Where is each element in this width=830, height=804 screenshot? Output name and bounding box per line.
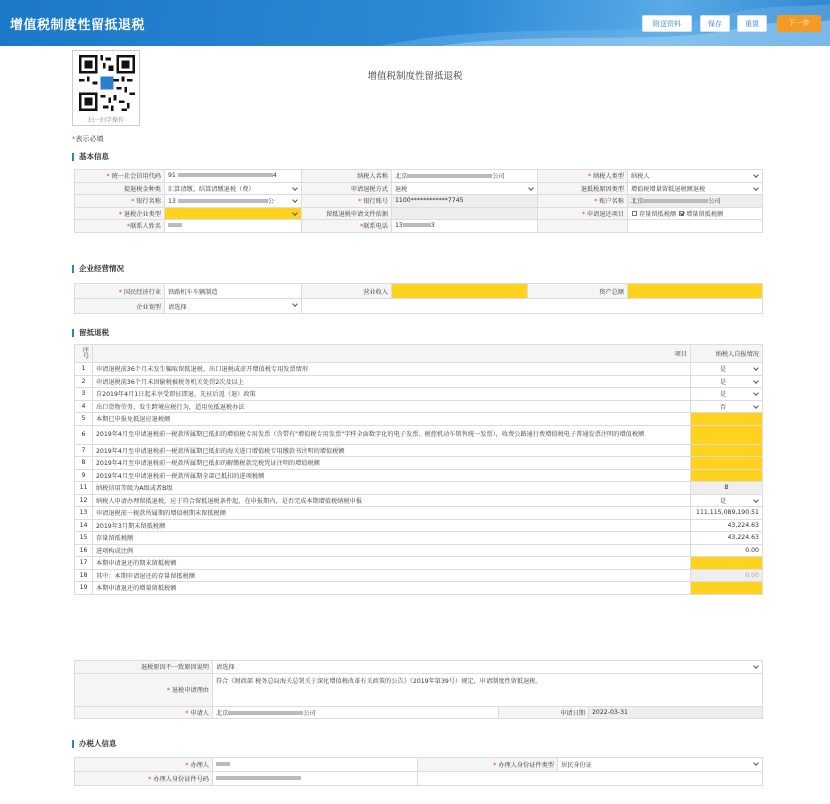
refund-row-no: 6 <box>75 425 93 444</box>
scale-select[interactable]: 请选择 <box>165 299 302 314</box>
refund-row-value[interactable]: 是 <box>691 375 763 388</box>
qr-code-card <box>72 50 140 126</box>
agent-id-no-field[interactable] <box>213 772 418 786</box>
attach-documents-button[interactable]: 附送资料 <box>642 15 692 32</box>
refund-row <box>75 413 763 426</box>
section-title-agent: 办税人信息 <box>72 740 117 748</box>
refund-row <box>75 363 763 376</box>
contact-phone-label: *联系电话 <box>302 220 392 233</box>
assets-label: 资产总额 <box>528 284 628 299</box>
required-star: * <box>72 135 76 143</box>
refund-footer-table <box>74 660 763 719</box>
refund-row <box>75 569 763 582</box>
save-button[interactable]: 保存 <box>700 15 730 32</box>
credit-code-field[interactable]: 91 4 <box>165 170 302 183</box>
refund-row-item: 2019年4月至申请退税前一税款所属期已抵扣的解缴税款完税凭证注明的增值税额 <box>93 457 691 470</box>
industry-field[interactable]: 铁路机车车辆制造 <box>165 284 302 299</box>
date-label: 申请日期 <box>499 706 589 719</box>
section-title-refund: 留抵退税 <box>72 329 109 337</box>
refund-row-value: 0.00 <box>691 544 763 557</box>
refund-row-no: 11 <box>75 482 93 495</box>
refund-row-value[interactable]: 是 <box>691 388 763 401</box>
refund-row-item: 本期申请退还的期末留抵税额 <box>93 557 691 570</box>
refund-row <box>75 557 763 570</box>
enterprise-type-select[interactable] <box>165 207 302 220</box>
refund-row-value: 43,224.63 <box>691 519 763 532</box>
required-note-text: 表示必填 <box>75 135 104 143</box>
qr-code-icon <box>79 55 135 111</box>
refund-row <box>75 532 763 545</box>
date-field: 2022-03-31 <box>589 706 763 719</box>
refund-row <box>75 469 763 482</box>
refund-row-no: 5 <box>75 413 93 426</box>
refund-row-item: 2019年3月期末留抵税额 <box>93 519 691 532</box>
refund-row-item: 申请退税前36个月未发生骗取留抵退税、出口退税或虚开增值税专用发票情形 <box>93 363 691 376</box>
revenue-label: 营业收入 <box>302 284 392 299</box>
header-no: 序号 <box>75 345 93 363</box>
refund-row-value[interactable]: 是 <box>691 494 763 507</box>
refund-item-options <box>628 207 763 220</box>
refund-reason-label: 退抵税原因类型 <box>538 182 628 195</box>
agent-field[interactable] <box>213 758 418 772</box>
refund-row <box>75 544 763 557</box>
account-name-label: * 账户名称 <box>538 195 628 208</box>
tax-category-select[interactable]: 汇算清缴、结算清缴退税（费） <box>165 182 302 195</box>
inconsistent-reason-select[interactable]: 请选择 <box>213 661 763 674</box>
file-basis-label: 留抵退税申请文件依据 <box>302 207 392 220</box>
refund-row-value[interactable]: 是 <box>691 363 763 376</box>
incremental-checkbox[interactable] <box>679 211 684 216</box>
taxpayer-name-field: 北京 公司 <box>392 170 538 183</box>
refund-row-item: 申请退税前一税款所属期的增值税期末留抵税额 <box>93 507 691 520</box>
refund-row-item: 申请退税前36个月未因偷税被税务机关处罚2次及以上 <box>93 375 691 388</box>
refund-row <box>75 457 763 470</box>
refund-row-no: 18 <box>75 569 93 582</box>
refund-method-select[interactable]: 退税 <box>392 182 538 195</box>
applicant-label: * 申请人 <box>75 706 213 719</box>
refund-table <box>74 344 763 595</box>
refund-row-item: 纳税信用等级为A级或者B级 <box>93 482 691 495</box>
header-value: 纳税人自报情况 <box>691 345 763 363</box>
refund-row <box>75 444 763 457</box>
business-table <box>74 283 763 314</box>
top-bar <box>0 0 830 46</box>
reason-label: * 退税申请理由 <box>75 673 213 706</box>
refund-row-no: 7 <box>75 444 93 457</box>
contact-phone-field[interactable]: 13 3 <box>392 220 538 233</box>
refund-row <box>75 425 763 444</box>
contact-name-label: *联系人姓名 <box>75 220 165 233</box>
bank-account-label: * 银行账号 <box>302 195 392 208</box>
refund-row-no: 17 <box>75 557 93 570</box>
refund-row <box>75 582 763 595</box>
assets-input[interactable] <box>628 284 763 299</box>
refund-row-value[interactable] <box>691 425 763 444</box>
refund-row-no: 13 <box>75 507 93 520</box>
refund-row-no: 15 <box>75 532 93 545</box>
bank-account-field: 1100************7745 <box>392 195 538 208</box>
refund-row <box>75 388 763 401</box>
refund-row-no: 4 <box>75 400 93 413</box>
refund-row-value: 0.00 <box>691 569 763 582</box>
refund-row <box>75 494 763 507</box>
industry-label: * 国民经济行业 <box>75 284 165 299</box>
refund-row-item: 2019年4月至申请退税前一税款所属期已抵扣的增值税专用发票（含带有"增值税专用发票"字样全面数字化的电子发票、税控机动车销售统一发票），收费公路通行费增值税电子普通发票注明的增值税额 <box>93 425 691 444</box>
next-step-button[interactable]: 下一步 <box>777 15 821 32</box>
scale-blank <box>302 299 763 314</box>
agent-id-type-select[interactable]: 居民身份证 <box>558 758 763 772</box>
contact-name-field[interactable] <box>165 220 302 233</box>
refund-row-no: 3 <box>75 388 93 401</box>
refund-row-value: 43,224.63 <box>691 532 763 545</box>
refund-row-value: 111,115,089,190.51 <box>691 507 763 520</box>
stock-checkbox[interactable] <box>632 211 637 216</box>
section-title-basic: 基本信息 <box>72 153 109 161</box>
refund-row-no: 19 <box>75 582 93 595</box>
refund-method-label: 申请退税方式 <box>302 182 392 195</box>
agent-table <box>74 757 763 786</box>
blank-cell <box>628 220 763 233</box>
agent-id-type-label: * 办理人身份证件类型 <box>418 758 558 772</box>
refund-row-item: 纳税人申请办理留抵退税，应于符合留抵退税条件起，在申报期内，是否完成本期增值税纳税申报 <box>93 494 691 507</box>
refund-row-no: 14 <box>75 519 93 532</box>
refund-row-value[interactable] <box>691 413 763 426</box>
reason-textarea[interactable]: 符合《财政部 税务总局海关总署关于深化增值税改革有关政策的公告》（2019年第39号）规定，申请制度性留抵退税。 <box>213 673 763 706</box>
refund-row-no: 12 <box>75 494 93 507</box>
file-basis-field <box>392 207 538 220</box>
scale-label: 企业划型 <box>75 299 165 314</box>
reset-button[interactable]: 重置 <box>737 15 767 32</box>
refund-row-item: 进项构成比例 <box>93 544 691 557</box>
refund-row-no: 9 <box>75 469 93 482</box>
refund-row-item: 2019年4月至申请退税前一税款所属期全部已抵扣的进项税额 <box>93 469 691 482</box>
credit-code-label: * 统一社会信用代码 <box>75 170 165 183</box>
refund-row <box>75 507 763 520</box>
refund-row-value[interactable]: 否 <box>691 400 763 413</box>
refund-row-value[interactable] <box>691 444 763 457</box>
page-header-title: 增值税制度性留抵退税 <box>10 18 146 33</box>
refund-row-value[interactable] <box>691 582 763 595</box>
refund-row <box>75 400 763 413</box>
applicant-field: 北京 公司 <box>213 706 499 719</box>
refund-row-value[interactable] <box>691 557 763 570</box>
tax-category-label: 提退税金种类 <box>75 182 165 195</box>
refund-row-no: 16 <box>75 544 93 557</box>
inconsistent-reason-label: 退税原因不一致原因说明 <box>75 661 213 674</box>
refund-row-item: 本期申请退还的增量留抵税额 <box>93 582 691 595</box>
refund-row-item: 其中：本期申请退还的存量留抵税额 <box>93 569 691 582</box>
refund-row <box>75 519 763 532</box>
refund-row-value: B <box>691 482 763 495</box>
taxpayer-type-select[interactable]: 纳税人 <box>628 170 763 183</box>
blank-label <box>538 220 628 233</box>
refund-row <box>75 482 763 495</box>
basic-info-table <box>74 169 763 233</box>
revenue-input[interactable] <box>392 284 528 299</box>
refund-row-value[interactable] <box>691 457 763 470</box>
document-title: 增值税制度性留抵退税 <box>367 71 463 82</box>
enterprise-type-label: * 退税企业类型 <box>75 207 165 220</box>
stock-option-label: 存量留抵税额 <box>639 210 677 218</box>
refund-row <box>75 375 763 388</box>
refund-row-no: 8 <box>75 457 93 470</box>
refund-row-item: 2019年4月至申请退税前一税款所属期已抵扣的海关进口增值税专用缴款书注明的增值税额 <box>93 444 691 457</box>
refund-item-label: * 申请退还项目 <box>538 207 628 220</box>
incremental-option-label: 增量留抵税额 <box>686 210 724 218</box>
refund-row-item: 自2019年4月1日起未享受即征即退、先征后返（退）政策 <box>93 388 691 401</box>
refund-row-no: 2 <box>75 375 93 388</box>
refund-reason-select[interactable]: 增值税增量留抵退税额退税 <box>628 182 763 195</box>
bank-name-select[interactable]: 13 公 <box>165 195 302 208</box>
refund-row-item: 出口货物劳务、发生跨境应税行为，适用免抵退税办法 <box>93 400 691 413</box>
agent-blank <box>418 772 763 786</box>
bank-name-label: * 银行名称 <box>75 195 165 208</box>
refund-row-item: 本期已申报免抵退应退税额 <box>93 413 691 426</box>
section-title-business: 企业经营情况 <box>72 265 124 273</box>
required-note <box>72 134 104 144</box>
taxpayer-name-label: 纳税人名称 <box>302 170 392 183</box>
refund-row-item: 存量留抵税额 <box>93 532 691 545</box>
taxpayer-type-label: * 纳税人类型 <box>538 170 628 183</box>
qr-caption: 扫一扫字操作 <box>87 117 124 124</box>
agent-id-no-label: * 办理人身份证件号码 <box>75 772 213 786</box>
account-name-field: 北京 公司 <box>628 195 763 208</box>
refund-row-no: 1 <box>75 363 93 376</box>
agent-label: * 办理人 <box>75 758 213 772</box>
refund-row-value[interactable] <box>691 469 763 482</box>
header-item: 项目 <box>93 345 691 363</box>
